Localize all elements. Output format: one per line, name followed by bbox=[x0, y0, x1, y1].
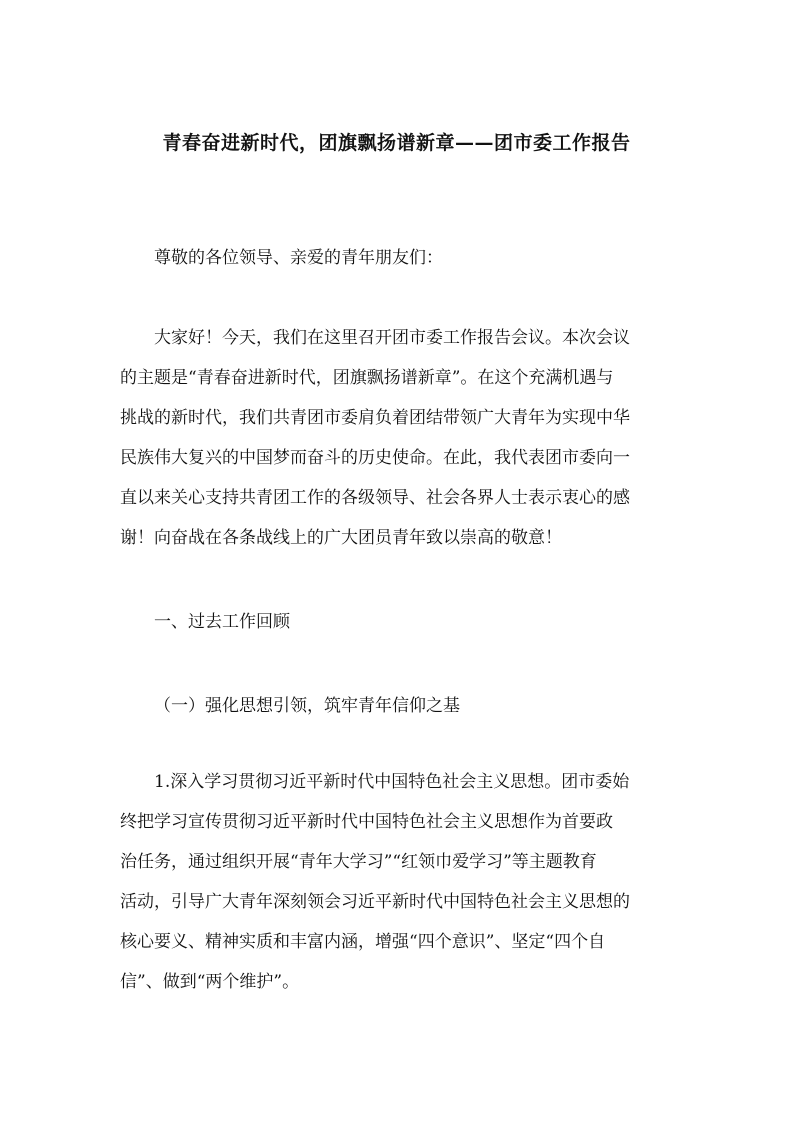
item-line: 活动，引导广大青年深刻领会习近平新时代中国特色社会主义思想的 bbox=[120, 892, 630, 912]
intro-line: 大家好！今天，我们在这里召开团市委工作报告会议。本次会议 bbox=[154, 328, 630, 348]
intro-line: 谢！向奋战在各条战线上的广大团员青年致以崇高的敬意！ bbox=[120, 528, 562, 548]
section-heading bbox=[120, 602, 675, 642]
item-line: 治任务，通过组织开展“青年大学习”“红领巾爱学习”等主题教育 bbox=[120, 852, 597, 872]
section-1-heading: 一、过去工作回顾 bbox=[154, 612, 290, 632]
greeting-text: 尊敬的各位领导、亲爱的青年朋友们： bbox=[154, 248, 443, 268]
item-line: 终把学习宣传贯彻习近平新时代中国特色社会主义思想作为首要政 bbox=[120, 812, 613, 832]
document-title: 青春奋进新时代，团旗飘扬谱新章——团市委工作报告 bbox=[162, 132, 631, 154]
subsection-1-heading: （一）强化思想引领，筑牢青年信仰之基 bbox=[154, 696, 460, 716]
intro-line: 直以来关心支持共青团工作的各级领导、社会各界人士表示衷心的感 bbox=[120, 488, 630, 508]
intro-line: 挑战的新时代，我们共青团市委肩负着团结带领广大青年为实现中华 bbox=[120, 408, 630, 428]
item-line: 1.深入学习贯彻习近平新时代中国特色社会主义思想。团市委始 bbox=[154, 772, 630, 792]
intro-line: 民族伟大复兴的中国梦而奋斗的历史使命。在此，我代表团市委向一 bbox=[120, 448, 630, 468]
item-line: 信”、做到“两个维护”。 bbox=[120, 972, 300, 992]
greeting-paragraph bbox=[120, 238, 675, 278]
intro-line: 的主题是“青春奋进新时代，团旗飘扬谱新章”。在这个充满机遇与 bbox=[120, 368, 614, 388]
item-line: 核心要义、精神实质和丰富内涵，增强“四个意识”、坚定“四个自 bbox=[120, 932, 606, 952]
subsection-heading bbox=[120, 686, 675, 726]
item-1-paragraph bbox=[120, 762, 675, 1002]
intro-paragraph bbox=[120, 318, 675, 558]
